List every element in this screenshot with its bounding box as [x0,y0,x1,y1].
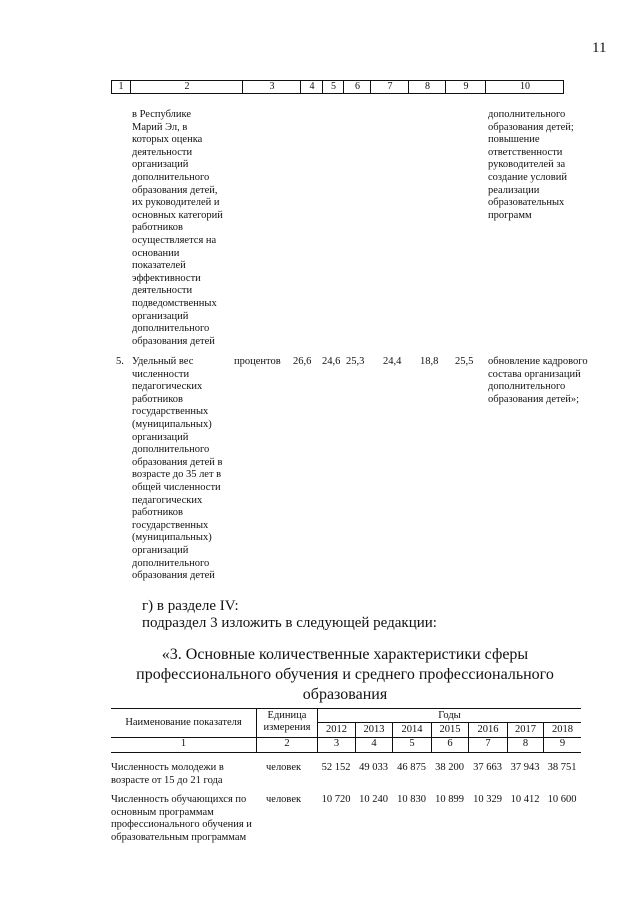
text-line: показателей [132,260,186,272]
row-b-value-2014: 25,3 [346,356,365,367]
text-line: Численность обучающихся по [111,794,247,805]
text-line: организаций [132,544,189,556]
text-line: возрасте от 15 до 21 года [111,774,223,786]
text-line: общей численности [132,481,221,493]
header-year: 2016 [477,724,499,735]
row-2-value: 10 412 [510,794,540,805]
page-number: 11 [592,40,607,56]
row-1-value: 38 751 [547,762,577,773]
col-number: 3 [333,738,340,749]
header-unit [257,710,317,734]
top-table-header [111,80,564,94]
header-year: 2017 [515,724,536,735]
row-1-indicator [111,762,253,787]
text-line: образования детей в [132,456,223,468]
header-year: 2018 [552,724,573,735]
row-1-value: 37 663 [473,762,502,773]
text-line: образования детей»; [488,393,580,405]
text-line: реализации [488,184,540,196]
text-line: государственных [132,406,209,418]
text-line: обновление кадрового [488,356,588,367]
row-1-value: 37 943 [510,762,540,773]
section-text-line-1: г) в разделе IV: [142,598,239,614]
header-year: 2015 [439,724,461,735]
text-line: основных категорий [132,209,223,221]
text-line: образовательных [488,197,565,209]
text-line: государственных [132,519,209,531]
text-line: повышение [488,134,540,146]
text-line: организаций [132,310,189,322]
text-line: дополнительного [132,557,210,569]
row-2-value: 10 240 [359,794,388,805]
row-1-value: 52 152 [321,762,351,773]
col-number: 1 [180,738,187,749]
row-2-indicator [111,794,253,844]
row-2-value: 10 329 [473,794,502,805]
row-2-value: 10 600 [547,794,577,805]
text-line: образовательным программам [111,831,247,843]
text-line: дополнительного [488,109,566,120]
row-1-unit: человек [266,762,302,773]
text-line: организаций [132,431,189,443]
text-line: педагогических [132,494,203,506]
header-year: 2013 [363,724,385,735]
row-1-value: 49 033 [359,762,388,773]
bottom-table-header [111,708,581,753]
text-line: дополнительного [488,381,566,393]
text-line: образования детей; [488,121,574,133]
col-number: 8 [522,738,529,749]
text-line: (муниципальных) [132,418,212,430]
text-line: работников [132,507,183,519]
row-1-value: 46 875 [397,762,426,773]
text-line: основании [132,247,180,259]
header-cell: 9 [445,81,486,93]
text-line: деятельности [132,146,193,158]
header-cell: 1 [118,81,124,92]
col-number: 9 [559,738,566,749]
text-line: основным программам [111,806,214,818]
header-cell: 4 [300,81,323,93]
text-line: образования детей, [132,184,218,196]
text-line: их руководителей и [132,197,220,209]
text-line: руководителей за [488,159,566,171]
text-line: Удельный вес [132,356,194,367]
row-2-value: 10 899 [435,794,464,805]
title-line: «3. Основные количественные характеристики сферы [161,646,529,663]
col-number: 6 [447,738,453,749]
text-line: образования детей [132,570,215,582]
text-line: работников [132,222,183,234]
row-2-unit: человек [266,794,302,805]
col-number: 2 [284,738,290,749]
text-line: (муниципальных) [132,532,212,544]
text-line: осуществляется на [132,234,217,246]
header-indicator-name: Наименование показателя [125,717,242,728]
text-line: Единица [267,710,307,721]
row-a-measures-text [488,109,596,222]
text-line: программ [488,209,532,221]
row-b-number: 5. [116,356,124,367]
text-line: дополнительного [132,171,210,183]
header-cell: 10 [485,81,564,93]
text-line: Марий Эл, в [132,121,188,133]
text-line: которых оценка [132,134,203,146]
row-2-value: 10 720 [321,794,351,805]
text-line: измерения [263,722,311,733]
text-line: подведомственных [132,297,217,309]
text-line: работников [132,393,183,405]
header-year: 2012 [326,724,347,735]
text-line: педагогических [132,381,203,393]
text-line: организаций [132,159,189,171]
row-b-value-2012: 26,6 [293,356,312,367]
subsection-title [110,645,580,705]
row-b-indicator-text [132,356,231,583]
row-b-value-2015: 24,4 [383,356,402,367]
row-b-value-2013: 24,6 [322,356,341,367]
text-line: возрасте до 35 лет в [132,469,222,481]
header-cell: 6 [343,81,371,93]
text-line: состава организаций [488,368,581,380]
row-b-unit: процентов [234,356,281,367]
text-line: образования детей [132,335,215,347]
row-2-value: 10 830 [397,794,426,805]
header-cell: 5 [322,81,344,93]
text-line: ответственности [488,146,563,158]
header-cell: 7 [370,81,409,93]
section-text-line-2: подраздел 3 изложить в следующей редакции: [142,615,437,631]
header-years: Годы [438,710,461,721]
text-line: дополнительного [132,444,210,456]
text-line: профессионального обучения и [111,819,252,831]
text-line: эффективности [132,272,201,284]
text-line: в Республике [132,109,192,120]
title-line: профессионального обучения и среднего профессионального [136,666,554,683]
row-b-measures-text [488,356,598,406]
row-b-value-2016: 18,8 [420,356,439,367]
col-number: 4 [371,738,377,749]
row-1-value: 38 200 [435,762,464,773]
header-cell: 2 [130,81,243,93]
text-line: создание условий [488,171,567,183]
text-line: Численность молодежи в [111,762,224,773]
header-year: 2014 [401,724,423,735]
col-number: 7 [485,738,491,749]
text-line: деятельности [132,285,193,297]
col-number: 5 [409,738,415,749]
title-line: образования [302,686,388,703]
text-line: численности [132,368,190,380]
row-a-indicator-text [132,109,227,348]
header-cell: 8 [408,81,446,93]
row-b-value-2017: 25,5 [455,356,474,367]
text-line: дополнительного [132,323,210,335]
header-cell: 3 [242,81,301,93]
